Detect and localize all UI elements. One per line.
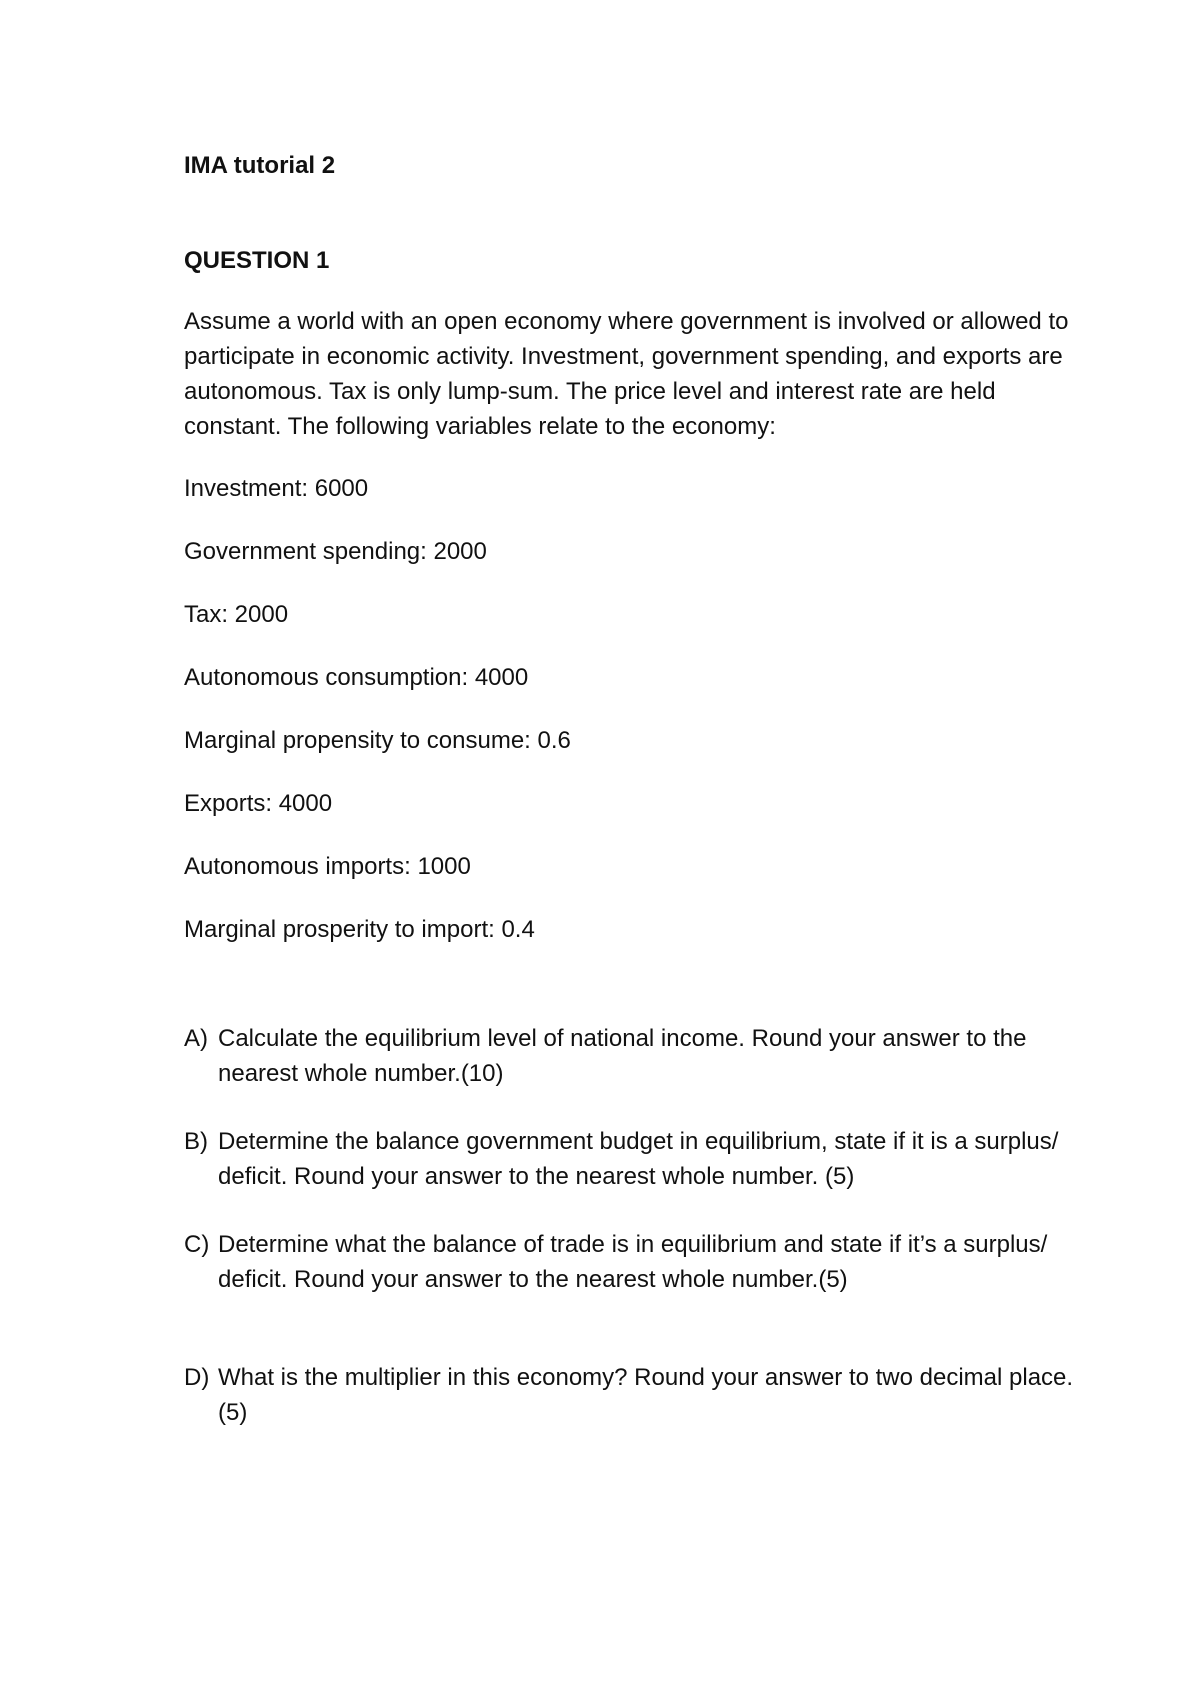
variable-mpi: Marginal prosperity to import: 0.4 (184, 916, 535, 943)
question-intro: Assume a world with an open economy where government is involved or allowed to participate in economic activity. Investment, government spending, and exports are autonomous. Tax is only lump-sum. The price level and interest rate are held constant. The following variables relate to the economy: (184, 308, 1069, 440)
question-parts-list (184, 1021, 1084, 1430)
variable-tax: Tax: 2000 (184, 601, 289, 628)
question-heading: QUESTION 1 (184, 247, 330, 274)
part-marker: B) (184, 1128, 208, 1155)
part-marker: C) (184, 1231, 210, 1258)
variable-mpc: Marginal propensity to consume: 0.6 (184, 727, 571, 754)
variable-autonomous-consumption: Autonomous consumption: 4000 (184, 664, 529, 691)
part-text: Determine what the balance of trade is in equilibrium and state if it’s a surplus/ deficit. Round your answer to the nearest whole number.(5) (218, 1231, 1048, 1293)
part-marker: D) (184, 1364, 210, 1391)
variable-exports: Exports: 4000 (184, 790, 333, 817)
variables-list (184, 471, 1084, 947)
question-part-b (184, 1124, 1084, 1194)
document-content (184, 148, 1084, 1430)
question-part-a (184, 1021, 1084, 1091)
variable-government-spending: Government spending: 2000 (184, 538, 487, 565)
variable-autonomous-imports: Autonomous imports: 1000 (184, 853, 471, 880)
part-text: What is the multiplier in this economy? Round your answer to two decimal place. (5) (218, 1364, 1074, 1426)
document-title: IMA tutorial 2 (184, 152, 336, 179)
part-marker: A) (184, 1025, 208, 1052)
part-text: Calculate the equilibrium level of national income. Round your answer to the nearest whole number.(10) (218, 1025, 1027, 1087)
question-part-d (184, 1360, 1084, 1430)
question-part-c (184, 1227, 1084, 1297)
part-text: Determine the balance government budget in equilibrium, state if it is a surplus/ deficit. Round your answer to the nearest whole number. (5) (218, 1128, 1059, 1190)
variable-investment: Investment: 6000 (184, 475, 369, 502)
